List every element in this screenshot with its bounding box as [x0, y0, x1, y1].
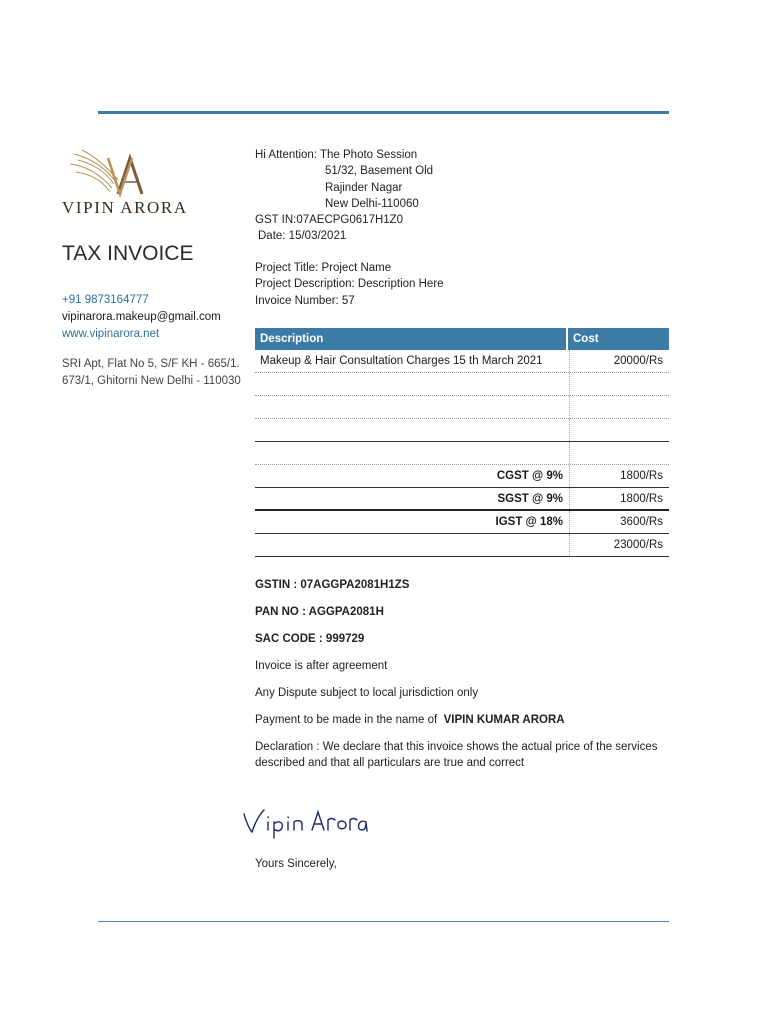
payment-prefix: Payment to be made in the name of: [255, 714, 438, 726]
sgst-row: [255, 488, 669, 511]
address-line-3: New Delhi-110060: [325, 197, 419, 210]
cgst-amount: 1800/Rs: [620, 470, 663, 482]
declaration-text: Declaration : We declare that this invoice shows the actual price of the services described and that all particulars are true and correct: [255, 741, 658, 769]
sac-line: SAC CODE : 999729: [255, 633, 365, 645]
sgst-amount: 1800/Rs: [620, 493, 663, 505]
gstin-line: GSTIN : 07AGGPA2081H1ZS: [255, 579, 410, 591]
closing-line: Yours Sincerely,: [255, 858, 337, 870]
address-line-2: Rajinder Nagar: [325, 181, 403, 194]
phone-link[interactable]: +91 9873164777: [62, 294, 149, 306]
table-row-empty: [255, 373, 669, 396]
igst-amount: 3600/Rs: [620, 516, 663, 528]
table-header: [255, 328, 669, 350]
attention-line: Hi Attention: The Photo Session: [255, 149, 418, 161]
table-row: [255, 350, 669, 373]
invoice-notes: [255, 578, 675, 783]
bill-to-block: [255, 147, 433, 245]
project-title: Project Title: Project Name: [255, 262, 392, 274]
top-divider: [98, 111, 669, 114]
table-row-empty: [255, 396, 669, 419]
project-block: [255, 260, 444, 309]
address-line-1: 51/32, Basement Old: [325, 165, 434, 178]
item-description: Makeup & Hair Consultation Charges 15 th March 2021: [255, 350, 570, 372]
document-title: TAX INVOICE: [62, 242, 194, 265]
project-description: Project Description: Description Here: [255, 278, 444, 291]
client-gst: GST IN:07AECPG0617H1Z0: [255, 214, 404, 227]
sgst-label: SGST @ 9%: [255, 488, 570, 509]
payment-note: [255, 713, 675, 729]
handwritten-signature: [240, 800, 370, 840]
table-row-empty: [255, 442, 669, 465]
header-cost: Cost: [568, 328, 669, 350]
payee-name: VIPIN KUMAR ARORA: [443, 714, 565, 726]
contact-block: [62, 292, 221, 343]
invoice-number: Invoice Number: 57: [255, 294, 355, 307]
igst-label: IGST @ 18%: [255, 511, 570, 533]
sender-address: SRI Apt, Flat No 5, S/F KH - 665/1. 673/1, Ghitorni New Delhi - 110030: [62, 358, 241, 387]
invoice-date: Date: 15/03/2021: [258, 230, 347, 243]
item-cost: 20000/Rs: [613, 355, 663, 367]
jurisdiction-note: Any Dispute subject to local jurisdiction only: [255, 687, 479, 699]
header-description: Description: [255, 328, 568, 350]
table-row-empty: [255, 419, 669, 442]
brand-name: VIPIN ARORA: [62, 198, 188, 217]
cgst-label: CGST @ 9%: [255, 465, 570, 487]
invoice-table: [255, 328, 669, 557]
email-text: vipinarora.makeup@gmail.com: [62, 311, 221, 323]
cgst-row: [255, 465, 669, 488]
bottom-divider: [98, 921, 669, 922]
agreement-note: Invoice is after agreement: [255, 660, 388, 672]
total-amount: 23000/Rs: [613, 539, 663, 551]
website-link[interactable]: www.vipinarora.net: [62, 328, 160, 340]
igst-row: [255, 511, 669, 534]
total-row: [255, 534, 669, 557]
pan-line: PAN NO : AGGPA2081H: [255, 606, 384, 618]
